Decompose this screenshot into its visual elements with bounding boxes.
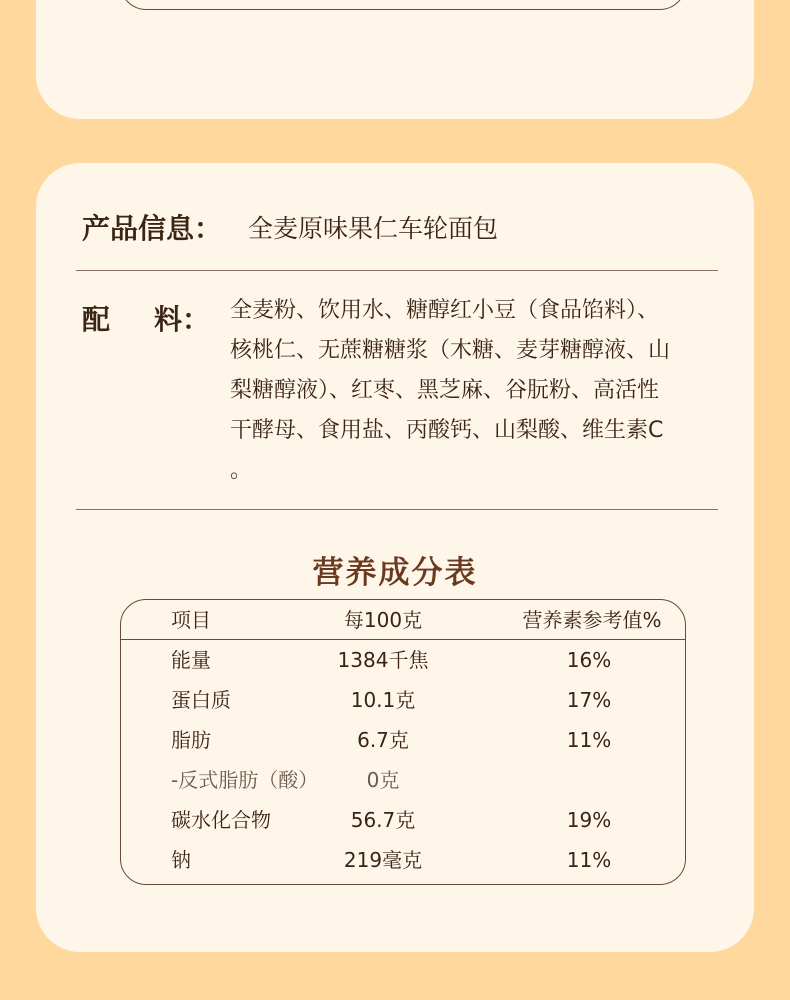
row-nrv: 16% xyxy=(566,648,612,672)
table-row xyxy=(121,645,685,675)
table-row xyxy=(121,805,685,835)
row-item: 钠 xyxy=(171,848,191,872)
header-per100g: 每100克 xyxy=(343,608,423,632)
row-per100g: 10.1克 xyxy=(350,688,416,712)
product-info-card xyxy=(36,163,754,952)
row-per100g: 1384千焦 xyxy=(337,648,429,672)
row-item: 碳水化合物 xyxy=(171,808,271,832)
ingredients-line: 干酵母、食用盐、丙酸钙、山梨酸、维生素C xyxy=(230,418,664,443)
ingredients-label xyxy=(82,298,210,338)
row-item: 脂肪 xyxy=(171,728,211,752)
ingredients-line: 梨糖醇液）、红枣、黑芝麻、谷朊粉、高活性 xyxy=(230,378,660,403)
nutrition-table-title: 营养成分表 xyxy=(312,555,478,591)
divider xyxy=(76,270,718,271)
table-row xyxy=(121,725,685,755)
table-row xyxy=(121,845,685,875)
ingredients-text xyxy=(230,291,730,491)
row-per100g: 56.7克 xyxy=(350,808,416,832)
header-nrv: 营养素参考值% xyxy=(522,608,662,632)
row-nrv: 19% xyxy=(566,808,612,832)
row-per100g: 6.7克 xyxy=(357,728,409,752)
row-per100g: 0克 xyxy=(366,768,400,792)
previous-nutrition-card xyxy=(36,0,754,119)
ingredients-line: 核桃仁、无蔗糖糖浆（木糖、麦芽糖醇液、山 xyxy=(230,338,671,363)
ingredients-label-part1: 配 xyxy=(82,303,111,336)
ingredients-line: 。 xyxy=(230,458,253,483)
row-per100g: 219毫克 xyxy=(343,848,423,872)
ingredients-line: 全麦粉、饮用水、糖醇红小豆（食品馅料）、 xyxy=(230,298,660,323)
ingredients-label-part2: 料： xyxy=(154,303,211,336)
previous-nutrition-table xyxy=(120,0,686,10)
row-item: 蛋白质 xyxy=(171,688,231,712)
product-info-label: 产品信息： xyxy=(82,212,223,245)
row-nrv: 11% xyxy=(566,728,612,752)
header-divider xyxy=(121,639,685,640)
header-item: 项目 xyxy=(171,608,211,632)
row-nrv: 17% xyxy=(566,688,612,712)
table-row xyxy=(121,685,685,715)
row-nrv: 11% xyxy=(566,848,612,872)
table-row xyxy=(121,765,685,795)
product-name: 全麦原味果仁车轮面包 xyxy=(248,214,499,243)
nutrition-table xyxy=(120,599,686,885)
row-item: 能量 xyxy=(171,648,211,672)
row-item: -反式脂肪（酸） xyxy=(171,768,319,792)
table-header xyxy=(121,605,685,635)
divider xyxy=(76,509,718,510)
